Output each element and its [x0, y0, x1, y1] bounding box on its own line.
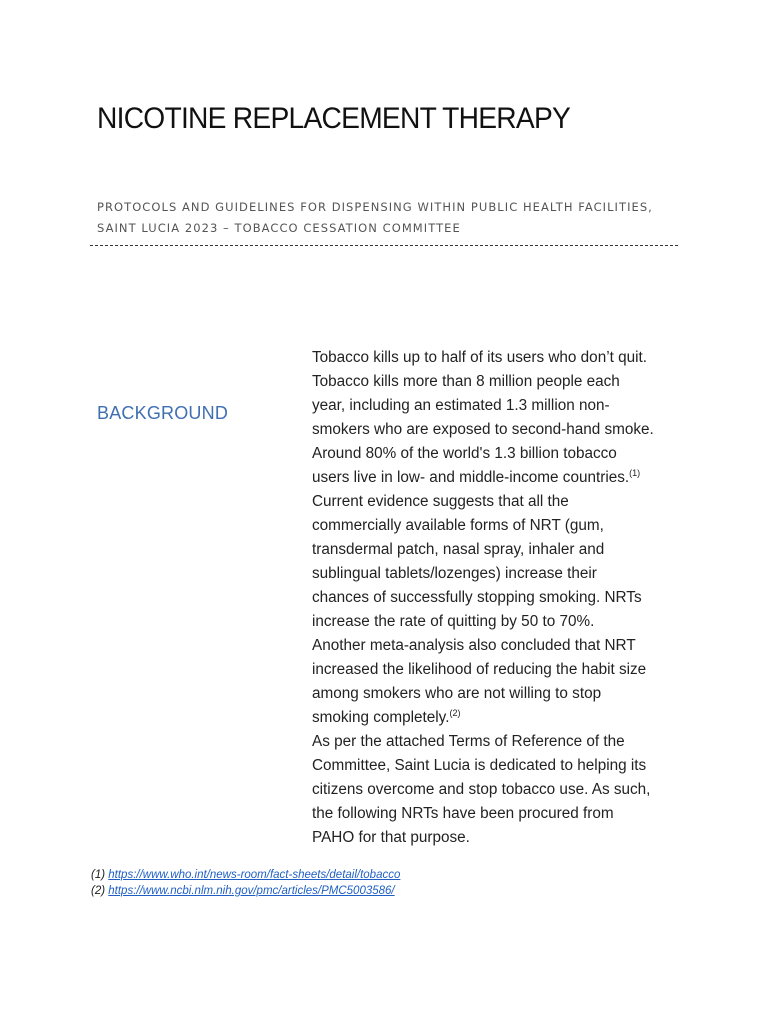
- paragraph-line: increased the likelihood of reducing the habit size: [312, 661, 647, 678]
- paragraph-line: Another meta-analysis also concluded that NRT: [312, 637, 636, 654]
- subtitle-line: PROTOCOLS AND GUIDELINES FOR DISPENSING WITHIN PUBLIC HEALTH FACILITIES,: [97, 200, 653, 214]
- footnote-2: [91, 883, 400, 899]
- paragraph-line: Committee, Saint Lucia is dedicated to helping its: [312, 757, 647, 774]
- paragraph-line: chances of successfully stopping smoking. NRTs: [312, 589, 642, 606]
- paragraph-line: citizens overcome and stop tobacco use. As such,: [312, 781, 651, 798]
- paragraph-line: the following NRTs have been procured from: [312, 805, 614, 822]
- footnote-link-who[interactable]: https://www.who.int/news-room/fact-sheets/detail/tobacco: [108, 869, 401, 881]
- paragraph-line: Tobacco kills up to half of its users who don’t quit.: [312, 349, 648, 366]
- page-subtitle: [97, 197, 677, 239]
- subtitle-line: SAINT LUCIA 2023 – TOBACCO CESSATION COMMITTEE: [97, 221, 461, 235]
- paragraph-line: among smokers who are not willing to stop: [312, 685, 602, 702]
- paragraph-line: sublingual tablets/lozenges) increase their: [312, 565, 597, 582]
- paragraph-line: Current evidence suggests that all the: [312, 493, 569, 510]
- footnote-marker: (2): [91, 885, 106, 897]
- dashed-divider: [90, 245, 678, 246]
- paragraph-line: As per the attached Terms of Reference of the: [312, 733, 625, 750]
- paragraph-line: smokers who are exposed to second-hand smoke.: [312, 421, 654, 438]
- paragraph-line: [312, 466, 682, 490]
- paragraph-line-text: users live in low- and middle-income countries.: [312, 469, 630, 486]
- paragraph-line: transdermal patch, nasal spray, inhaler and: [312, 541, 605, 558]
- section-heading-background: BACKGROUND: [97, 403, 229, 423]
- background-paragraph: [312, 346, 682, 850]
- paragraph-line-text: smoking completely.: [312, 709, 450, 726]
- footnote-marker: (1): [91, 869, 106, 881]
- paragraph-line: Around 80% of the world's 1.3 billion tobacco: [312, 445, 617, 462]
- footnote-1: [91, 867, 400, 883]
- reference-mark-2: (2): [449, 708, 461, 718]
- footnotes: [91, 867, 400, 899]
- reference-mark-1: (1): [629, 468, 641, 478]
- footnote-link-ncbi[interactable]: https://www.ncbi.nlm.nih.gov/pmc/articles/PMC5003586/: [108, 885, 395, 897]
- paragraph-line: year, including an estimated 1.3 million non-: [312, 397, 610, 414]
- paragraph-line: PAHO for that purpose.: [312, 829, 470, 846]
- paragraph-line: Tobacco kills more than 8 million people each: [312, 373, 620, 390]
- paragraph-line: commercially available forms of NRT (gum,: [312, 517, 604, 534]
- paragraph-line: [312, 706, 682, 730]
- page-title: NICOTINE REPLACEMENT THERAPY: [97, 102, 571, 135]
- paragraph-line: increase the rate of quitting by 50 to 70%.: [312, 613, 595, 630]
